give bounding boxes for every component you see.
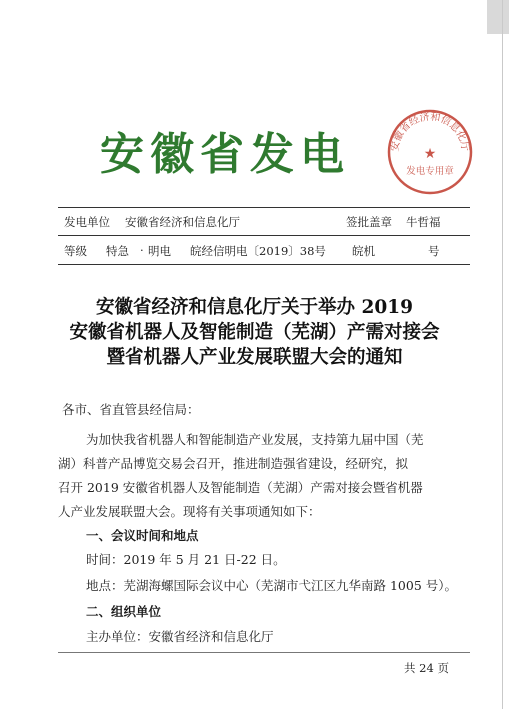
header-rule-bottom (58, 264, 470, 265)
host-organizer: 主办单位：安徽省经济和信息化厅 (86, 629, 274, 644)
seal-bottom-text: 发电专用章 (406, 166, 454, 177)
footer-rule (58, 652, 470, 653)
sender-label: 发电单位 (64, 215, 110, 229)
seal-star-icon: ★ (423, 146, 437, 162)
paragraph-line-3: 召开 2019 安徽省机器人及智能制造（芜湖）产需对接会暨省机器 (58, 480, 423, 495)
page-count: 共 24 页 (404, 661, 449, 675)
meeting-time: 时间：2019 年 5 月 21 日-22 日。 (86, 552, 286, 567)
section-heading-1: 一、会议时间和地点 (86, 528, 199, 543)
level-label: 等级 (64, 244, 87, 258)
signer-label: 签批盖章 (346, 215, 392, 229)
salutation: 各市、省直管县经信局： (62, 402, 200, 417)
meeting-place: 地点：芜湖海螺国际会议中心（芜湖市弋江区九华南路 1005 号）。 (86, 578, 458, 593)
notice-title-line-3: 暨省机器人产业发展联盟大会的通知 (106, 347, 403, 368)
paragraph-line-1: 为加快我省机器人和智能制造产业发展，支持第九届中国（芜 (86, 432, 424, 447)
header-rule-mid (58, 235, 470, 236)
signer-value: 牛哲福 (406, 215, 441, 229)
notice-title-line-2: 安徽省机器人及智能制造（芜湖）产需对接会 (69, 322, 440, 343)
level-value: 特急 (106, 244, 129, 258)
section-heading-2: 二、组织单位 (86, 604, 162, 619)
ref-label: 皖机 (352, 244, 375, 258)
paragraph-line-2: 湖）科普产品博览交易会召开，推进制造强省建设，经研究，拟 (58, 456, 409, 471)
sender-value: 安徽省经济和信息化厅 (125, 215, 240, 229)
scan-edge-mark (487, 0, 509, 34)
header-rule-top (58, 207, 470, 208)
paragraph-line-4: 人产业发展联盟大会。现将有关事项通知如下： (58, 504, 321, 519)
type-separator: · (140, 243, 144, 257)
masthead-title: 安徽省发电 (100, 129, 350, 180)
official-seal (386, 108, 474, 196)
notice-title-line-1: 安徽省经济和信息化厅关于举办 2019 (96, 297, 413, 318)
doc-number: 皖经信明电〔2019〕38号 (190, 244, 326, 258)
type-value: 明电 (148, 244, 171, 258)
ref-suffix: 号 (428, 244, 440, 258)
seal-arc-text: 安徽省经济和信息化厅 (389, 111, 471, 153)
